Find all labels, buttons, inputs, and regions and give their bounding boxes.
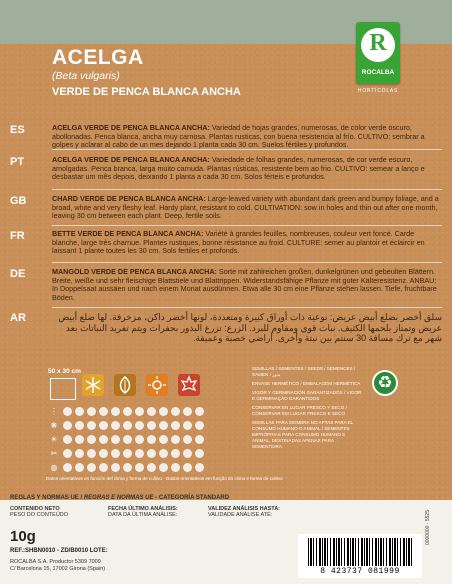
calendar-row xyxy=(48,462,204,473)
barcode-number: 8 423737 081999 xyxy=(320,567,400,576)
calendar-dot xyxy=(123,407,132,416)
barcode xyxy=(298,534,422,578)
sun-icon xyxy=(146,374,168,396)
calendar-dot xyxy=(63,463,72,472)
side-code: 0000000 · 5525 xyxy=(425,510,431,546)
calendar-dot xyxy=(135,421,144,430)
calendar-dot xyxy=(171,435,180,444)
calendar-dot xyxy=(183,449,192,458)
variety-name: VERDE DE PENCA BLANCA ANCHA xyxy=(52,86,241,98)
calendar-dot xyxy=(123,435,132,444)
divider xyxy=(52,307,442,308)
legend-item: SEMILLAS PARA SIEMBRA NO APTAS PARA EL CONSUMO HUMANO O ANIMAL / SEMENTES IMPRÓPRIAS PARA CONSUMO HUMANO E ANIMAL, DESTINADAS APENAS PARA SEMENTEIRA xyxy=(252,420,354,449)
calendar-row-icon: ⋮ xyxy=(50,407,58,416)
calendar-dot xyxy=(123,421,132,430)
divider xyxy=(52,189,442,190)
calendar-dot xyxy=(183,421,192,430)
lang-text: MANGOLD VERDE DE PENCA BLANCA ANCHA: Sorte mit zahlreichen großen, dunkelgrünen und gebeulten Blättern. Breite, weiße und sehr fleischige Blattstiele und Blattrippen. Widerstandsfähige Pflanze mit guter Kälteresistenz. ANBAU: In Doppelsaat aussäen und nach einem Monat ausdünnen. Etwa alle 30 cm eine Pflanze stehen lassen. Tiefe, fruchtbare Böden. xyxy=(52,267,437,302)
product-title: ACELGA xyxy=(52,46,144,69)
lang-code: ES xyxy=(10,124,25,136)
analysis-date-label-pt: DATA DA ÚLTIMA ANÁLISE: xyxy=(108,512,178,518)
eu-rules: REGLAS Y NORMAS UE / REGRAS E NORMAS UE - CATEGORÍA STANDARD xyxy=(10,495,230,501)
legend-item: ENVASE HERMÉTICO / EMBALAGEM HERMÉTICA xyxy=(252,381,361,386)
calendar-dot xyxy=(159,421,168,430)
brand-subtitle: HORTÍCOLAS xyxy=(357,88,399,94)
calendar-dot xyxy=(87,463,96,472)
calendar-dot xyxy=(99,449,108,458)
calendar-row-icon: ✂ xyxy=(50,449,58,458)
lang-text: CHARD VERDE DE PENCA BLANCA ANCHA: Large-leaved variety with abundant dark green and bumpy foliage, and a broad, white and very fleshy leaf. Hardy plant, resistant to cold. CULTIVATION: sow in holes and thin out after one month, leaving 30 cm between each plant. Deep, fertile soils. xyxy=(52,194,439,221)
calendar-dot xyxy=(87,407,96,416)
calendar-dot xyxy=(183,435,192,444)
calendar-dot xyxy=(135,449,144,458)
calendar-dot xyxy=(75,407,84,416)
latin-name: (Beta vulgaris) xyxy=(52,70,120,82)
calendar-dot xyxy=(171,463,180,472)
calendar-dot xyxy=(171,449,180,458)
logo-name: ROCALBA xyxy=(361,69,395,76)
calendar-dot xyxy=(63,407,72,416)
calendar-dot xyxy=(123,449,132,458)
calendar-row-icon: ◍ xyxy=(50,463,58,472)
calendar-dot xyxy=(99,435,108,444)
calendar-dot xyxy=(159,407,168,416)
calendar-dot xyxy=(87,435,96,444)
calendar-dot xyxy=(99,407,108,416)
calendar-dot xyxy=(147,463,156,472)
calendar-dot xyxy=(195,421,204,430)
calendar-dot xyxy=(147,435,156,444)
calendar-dot xyxy=(195,435,204,444)
calendar-dot xyxy=(111,463,120,472)
calendar-dots xyxy=(48,406,204,476)
calendar-dot xyxy=(135,463,144,472)
content-label-pt: PESO DO CONTEÚDO xyxy=(10,512,69,518)
calendar-dot xyxy=(63,421,72,430)
divider xyxy=(52,225,442,226)
lang-text: BETTE VERDE DE PENCA BLANCA ANCHA: Variété à grandes feuilles, nombreuses, couleur vert foncé. Carde blanche, large très charnue. Plantes rustiques, bonne résistance au froid. CULTURE: semer au plantoir et éclaircir en laissant 1 plante toutes les 30 cm. Sols fertiles et profonds. xyxy=(52,229,425,256)
calendar-row-icon: ☀ xyxy=(50,435,58,444)
leaf-icon xyxy=(114,374,136,396)
calendar-dot xyxy=(147,449,156,458)
legend-item: CONSERVAR EN LUGAR FRESCO Y SECO / CONSERVAR EM LUGAR FRESCO E SECO xyxy=(252,405,347,416)
rocalba-logo xyxy=(356,22,400,84)
calendar-dot xyxy=(63,435,72,444)
lang-code: PT xyxy=(10,156,25,168)
calendar-dot xyxy=(159,449,168,458)
calendar-dot xyxy=(87,449,96,458)
calendar-dot xyxy=(75,435,84,444)
calendar-row-icon: ❋ xyxy=(50,421,58,430)
legend-item: SEMILLAS / SEMENTES / SEEDS / SEMENCES / SAMEN / بذور xyxy=(252,366,356,377)
climate-note: Datos orientativos en función del clima y forma de cultivo · Dados orientativos em função do clima e forma de cultivo xyxy=(46,476,283,481)
calendar-dot xyxy=(183,407,192,416)
calendar-dot xyxy=(111,421,120,430)
lang-code: DE xyxy=(10,268,26,280)
calendar-dot xyxy=(159,463,168,472)
lang-code: FR xyxy=(10,230,25,242)
reference-lot: REF.:SHBN0010 - ZD/B0010 LOTE: xyxy=(10,548,108,554)
content-label: CONTENIDO NETO xyxy=(10,506,60,512)
calendar-dot xyxy=(147,407,156,416)
validity-label-pt: VALIDADE ANÁLISE ATÉ: xyxy=(208,512,273,518)
legend-item: VIGOR Y GERMINACIÓN GARANTIZADOS / VIGOR E GERMINAÇÃO GARANTIDOS xyxy=(252,390,362,401)
analysis-date-label: FECHA ÚLTIMO ANÁLISIS: xyxy=(108,506,178,512)
calendar-dot xyxy=(111,435,120,444)
calendar-dot xyxy=(171,407,180,416)
calendar-row xyxy=(48,434,204,445)
barcode-bars xyxy=(308,538,412,566)
snowflake-icon xyxy=(82,374,104,396)
company-address: ROCALBA S.A. Productor 5309 7009 C/ Barcelona 15, 17002 Girona (Spain) xyxy=(10,559,106,572)
calendar-dot xyxy=(135,435,144,444)
calendar-dot xyxy=(63,449,72,458)
spacing-label: 50 x 30 cm xyxy=(48,368,81,375)
logo-letter: R xyxy=(369,30,387,56)
divider xyxy=(52,262,442,263)
calendar-dot xyxy=(147,421,156,430)
legend xyxy=(252,366,364,453)
net-weight: 10g xyxy=(10,528,36,545)
calendar-dot xyxy=(195,449,204,458)
calendar-dot xyxy=(111,449,120,458)
green-dot-icon: ♻ xyxy=(372,370,398,396)
lang-text: ACELGA VERDE DE PENCA BLANCA ANCHA: Variedad de hojas grandes, numerosas, de color verde oscuro, abollonadas. Penca blanca, ancha muy carnosa. Plantas rusticas, con buena resistencia al frío. CULTIVO: sembrar a golpes y aclarar al cabo de un mes dejando 1 planta cada 30 cm. Suelos fértiles y profundos. xyxy=(52,123,425,150)
calendar-dot xyxy=(87,421,96,430)
calendar-dot xyxy=(183,463,192,472)
lang-text: ACELGA VERDE DE PENCA BLANCA ANCHA: Variedade de folhas grandes, numerosas, de cor verde escuro, amolgadas. Penca branca, larga muito carnuda. Plantas rústicas, resistente bem ao frio. CULTIVO: semear a lanço e desbastar um mês depois, deixando 1 planta a cada 30 cm. Solos férteis e profundos. xyxy=(52,155,425,182)
calendar-row xyxy=(48,448,204,459)
calendar-dot xyxy=(99,463,108,472)
validity-label: VALIDEZ ANÁLISIS HASTA: xyxy=(208,506,281,512)
calendar-dot xyxy=(195,407,204,416)
calendar-dot xyxy=(123,463,132,472)
lang-text: سلق أخضر بضلع أبيض عريض: نوعية ذات أوراق كبيرة ومتعددة، لونها أخضر داكن، مزخرفة. لها ضلع أبيض عريض وتمتاز بلحمها الكثيف. نبات قوي ومقاوم للبرد. الزرع: تزرع البذور بحفرات ويتم تفريد النباتات بعد شهر مع ترك مسافة 30 سنتم بين نبتة وأخرى. أراضي خصبة وعميقة. xyxy=(58,312,442,343)
calendar-dot xyxy=(171,421,180,430)
calendar-dot xyxy=(159,435,168,444)
maple-leaf-icon xyxy=(178,374,200,396)
calendar-dot xyxy=(75,463,84,472)
calendar-dot xyxy=(99,421,108,430)
calendar-row xyxy=(48,420,204,431)
spacing-grid-icon xyxy=(50,378,76,400)
calendar-row xyxy=(48,406,204,417)
lang-code: AR xyxy=(10,312,26,324)
lang-code: GB xyxy=(10,195,27,207)
calendar-dot xyxy=(135,407,144,416)
calendar-dot xyxy=(75,449,84,458)
calendar-dot xyxy=(195,463,204,472)
divider xyxy=(52,149,442,150)
calendar-dot xyxy=(111,407,120,416)
calendar-dot xyxy=(75,421,84,430)
